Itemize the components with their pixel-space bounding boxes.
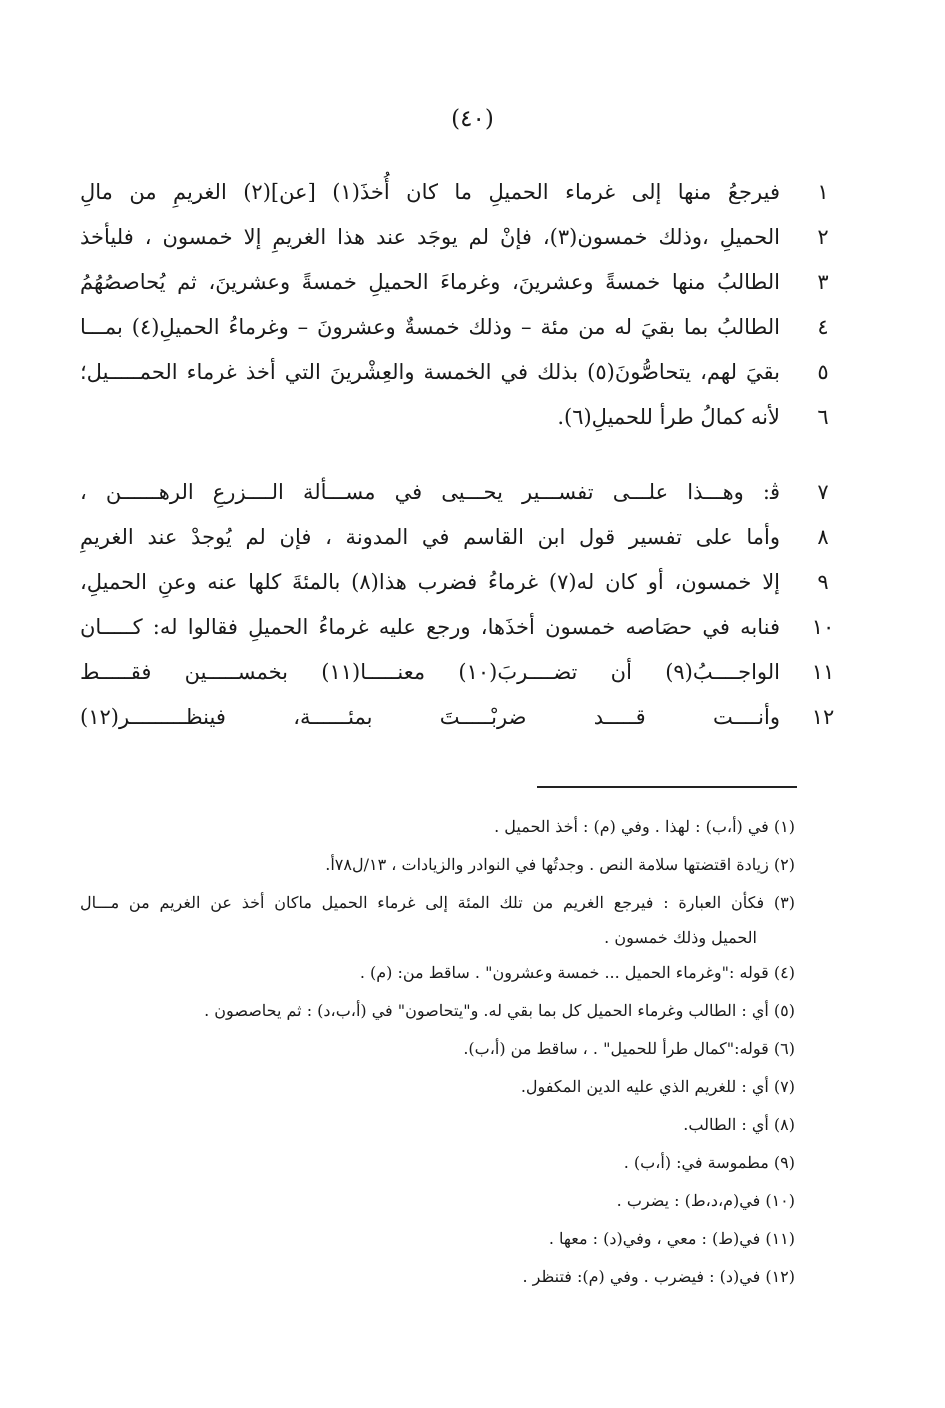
line-text: فنابه في حصَاصه خمسون أخذَها، ورجع عليه غرماءُ الحميلِ فقالوا له: كـــــان: [80, 615, 780, 639]
line-number: ٧: [817, 480, 829, 504]
text-line: [80, 350, 840, 395]
line-text: بقيَ لهم، يتحاصُّونَ(٥) بذلك في الخمسة والعِشْرينَ التي أخذ غرماء الحمـــــيل؛: [80, 360, 780, 384]
text-line: [80, 215, 840, 260]
text-line: [80, 605, 840, 650]
footnote: (٤) قوله :"وغرماء الحميل ... خمسة وعشرون" . ساقط من: (م) .: [359, 963, 795, 982]
footnote: (٥) أي : الطالب وغرماء الحميل كل بما بقي له. و"يتحاصون" في (أ،ب،د) : ثم يحاصصون .: [204, 1001, 795, 1020]
line-number: ١١: [811, 660, 835, 684]
footnote: (٦) قوله:"كمال طرأ للحميل" . ، ساقط من (أ،ب).: [463, 1039, 795, 1058]
footnote: (١) في (أ،ب) : لهذا . وفي (م) : أخذ الحميل .: [494, 817, 795, 836]
line-number: ٨: [817, 525, 829, 549]
line-text: الحميلِ ،وذلك خمسون(٣)، فإنْ لم يوجَد عند هذا الغريمِ إلا خمسون ، فليأخذ: [80, 225, 780, 249]
text-line: [80, 470, 840, 515]
footnote: (٢) زيادة اقتضتها سلامة النص . وجدتُها في النوادر والزيادات ، ١٣/ل٧٨أ.: [325, 855, 795, 874]
footnote: (١٢) في(د) : فيضرب . وفي (م): فتنظر .: [522, 1267, 795, 1286]
line-number: ١٢: [811, 705, 835, 729]
line-text: الواجــــبُ(٩) أن تضــــربَ(١٠) معنـــــا(١١) بخمســـــين فقـــــط: [80, 660, 780, 684]
line-text: وأما على تفسير قول ابن القاسم في المدونة ، فإن لم يُوجدْ عند الغريمِ: [80, 525, 780, 549]
footnote: (١١) في(ط) : معي ، وفي(د) : معها .: [548, 1229, 795, 1248]
footnote: (٧) أي : للغريم الذي عليه الدين المكفول.: [520, 1077, 795, 1096]
footnote: (١٠) في(م،د،ط) : يضرب .: [616, 1191, 795, 1210]
footnote-continuation: الحميل وذلك خمسون .: [604, 928, 757, 947]
line-text: الطالبُ منها خمسةً وعشرينَ، وغرماءَ الحميلِ خمسةً وعشرينَ، ثم يُحاصصُهُمُ: [80, 270, 780, 294]
line-text: وأنــــت قـــــد ضربْـــــتَ بمئــــــة، فينظـــــــــر(١٢): [80, 705, 780, 729]
line-text: الطالبُ بما بقيَ له من مئة – وذلك خمسةٌ وعشرونَ – وغرماءُ الحميلِ(٤) بمـــا: [80, 315, 780, 339]
text-line: [80, 515, 840, 560]
text-line: [80, 305, 840, 350]
page-number: (٤٠): [451, 106, 494, 132]
text-line: [80, 650, 840, 695]
text-line: [80, 560, 840, 605]
line-number: ٤: [817, 315, 829, 339]
main-paragraph-2: [80, 470, 840, 740]
line-number: ٦: [817, 405, 829, 429]
line-number: ١: [817, 180, 829, 204]
line-text: ﭬ: وهـــذا علـــى تفســـير يحـــيى في مســـألة الــــزرعِ الرهــــــن ،: [80, 480, 780, 504]
footnote: (٣) فكأن العبارة : فيرجع الغريم من تلك المئة إلى غرماء الحميل ماكان أخذ عن الغريم من مـــال: [80, 893, 795, 912]
line-number: ٣: [817, 270, 829, 294]
line-text: فيرجعُ منها إلى غرماء الحميلِ ما كان أُخذَ(١) [عن](٢) الغريمِ من مالِ: [80, 180, 780, 204]
line-number: ١٠: [811, 615, 835, 639]
line-number: ٩: [817, 570, 829, 594]
text-line: [80, 260, 840, 305]
line-text: إلا خمسون، أو كان له(٧) غرماءُ فضرب هذا(٨) بالمئةَ كلها عنه وعنِ الحميلِ،: [80, 570, 780, 594]
line-text: لأنه كمالُ طرأ للحميلِ(٦).: [557, 405, 780, 429]
text-line: [80, 395, 840, 440]
text-line: [80, 695, 840, 740]
line-number: ٢: [817, 225, 829, 249]
footnote-divider: [537, 786, 797, 788]
footnote: (٨) أي : الطالب.: [683, 1115, 795, 1134]
text-line: [80, 170, 840, 215]
footnote: (٩) مطموسة في: (أ،ب) .: [623, 1153, 795, 1172]
line-number: ٥: [817, 360, 829, 384]
footnotes: [80, 808, 795, 1296]
main-paragraph-1: [80, 170, 840, 440]
